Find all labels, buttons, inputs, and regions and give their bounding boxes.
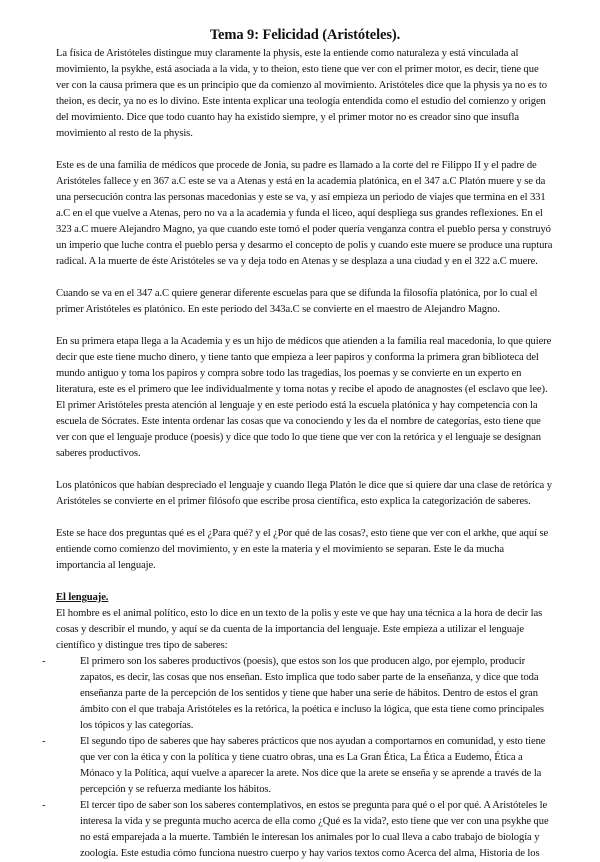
paragraph-questions: Este se hace dos preguntas qué es el ¿Para qué? y el ¿Por qué de las cosas?, esto tiene que ver con el arkhe, que aquí se entiende como comienzo del movimiento, y en este la materia y el movimiento se separan. Este le da mucha importancia al lenguaje. bbox=[56, 528, 549, 571]
list-bullet: - bbox=[42, 800, 46, 811]
knowledge-types-list bbox=[42, 654, 554, 862]
paragraph-first-stage: En su primera etapa llega a la Academia y es un hijo de médicos que atienden a la familia real macedonia, lo que quiere decir que este tiene mucho dinero, y tiene tanto que empieza a leer papiros y conforma la primera gran biblioteca del mundo antiguo y toma los papiros y compra sobre todo las tragedias, los poemas y se convierte en un experto en literatura, este es el primero que lee individualmente y toma notas y recibe el apodo de anagnostes (el esclavo que lee). El primer Aristóteles presta atención al lenguaje y en este periodo está la escuela platónica y hay competencia con la escuela de Sócrates. Este intenta ordenar las cosas que va conociendo y les da el nombre de categorías, esto tiene que ver con que el lenguaje produce (poesis) y dice que todo lo que tiene que ver con la retórica y el lenguaje se designan saberes productivos. bbox=[56, 336, 552, 459]
paragraph-schools: Cuando se va en el 347 a.C quiere generar diferente escuelas para que se difunda la filosofía platónica, por lo cual el primer Aristóteles es platónico. En este periodo del 343a.C se convierte en el maestro de Alejandro Magno. bbox=[56, 288, 538, 315]
paragraph-biography: Este es de una familia de médicos que procede de Jonia, su padre es llamado a la corte del re Filippo II y el padre de Aristóteles fallece y en 367 a.C este se va a Atenas y está en la academia platónica, en el 347 a.C Platón muere y se da una persecución contra las personas macedonias y este se va, y así empieza un periodo de viajes que termina en el 331 a.C en el que vuelve a Atenas, pero no va a la academia y funda el liceo, aquí despliega sus grandes reflexiones. En el 323 a.C muere Alejandro Magno, ya que cuando este tomó el poder quería venganza contra el pueblo persa y construyó un imperio que luche contra el pueblo persa y desarmo el concepto de polis y cuando este muere se produce una ruptura radical. A la muerte de éste Aristóteles se va y deja todo en Atenas y se desplaza a una ciudad y en el 322 a.C muere. bbox=[56, 160, 553, 267]
paragraph-platonists: Los platónicos que habían despreciado el lenguaje y cuando llega Platón le dice que si quiere dar una clase de retórica y Aristóteles se convierte en el primer filósofo que escribe prosa científica, esto explica la categorización de saberes. bbox=[56, 480, 552, 507]
section-intro: El hombre es el animal político, esto lo dice en un texto de la polis y este ve que hay una técnica a la hora de decir las cosas y describir el mundo, y aquí se da cuenta de la importancia del lenguaje. Este empieza a utilizar el lenguaje científico y distingue tres tipo de saberes: bbox=[56, 608, 543, 651]
list-item-text: El segundo tipo de saberes que hay saberes prácticos que nos ayudan a comportarnos en comunidad, y esto tiene que ver con la ética y con la política y tiene cuatro obras, una es La Gran Ética, La Ética a Eudemo, Ética a Mónaco y la Política, aquí vuelve a aparecer la arete. Nos dice que la arete se enseña y se aprende a través de la percepción y se refuerza mediante los hábitos. bbox=[80, 736, 546, 795]
list-item-productivos bbox=[42, 654, 554, 734]
list-item-text: El tercer tipo de saber son los saberes contemplativos, en estos se pregunta para qué o el por qué. A Aristóteles le interesa la vida y se pregunta mucho acerca de ella como ¿Qué es la vida?, esto tiene que ver con una psykhe que no está emparejada a la muerte. También le interesan los animales por lo cual lleva a cabo trabajo de biología y zoología. Este estudia cómo funciona nuestro cuerpo y hay varios textos como Acerca del alma, Historia de los bbox=[80, 800, 549, 859]
section-lenguaje bbox=[42, 590, 554, 862]
list-item-practicos bbox=[42, 734, 554, 798]
list-item-text: El primero son los saberes productivos (poesis), que estos son los que producen algo, por ejemplo, producir zapatos, es decir, las cosas que nos enseñan. Esto implica que todo saber parte de la enseñanza, y dice que toda enseñanza parte de la percepción de los sentidos y tiene que haber una serie de hábitos. Dentro de estos el gran ámbito con el que trabaja Aristóteles es la retórica, la poética e incluso la lógica, que esta tiene como principales los tópicos y las categorías. bbox=[80, 656, 544, 731]
list-bullet: - bbox=[42, 656, 46, 667]
list-bullet: - bbox=[42, 736, 46, 747]
section-heading: El lenguaje. bbox=[56, 592, 109, 603]
paragraph-physis: La física de Aristóteles distingue muy claramente la physis, este la entiende como naturaleza y está vinculada al movimiento, la psykhe, está asociada a la vida, y to theion, esto tiene que ver con el primer motor, es decir, tiene que ver con la causa primera que es un principio que da comienzo al movimiento. Aristóteles dice que la physis ya no es to theion, es decir, ya no es lo divino. Este intenta explicar una teología entendida como el estudio del comienzo y origen del movimiento. Dice que todo cuanto hay ha existido siempre, y el primer motor no es creador sino que insufla movimiento al resto de la physis. bbox=[56, 48, 547, 139]
page-title: Tema 9: Felicidad (Aristóteles). bbox=[209, 27, 401, 43]
list-item-contemplativos bbox=[42, 798, 554, 862]
